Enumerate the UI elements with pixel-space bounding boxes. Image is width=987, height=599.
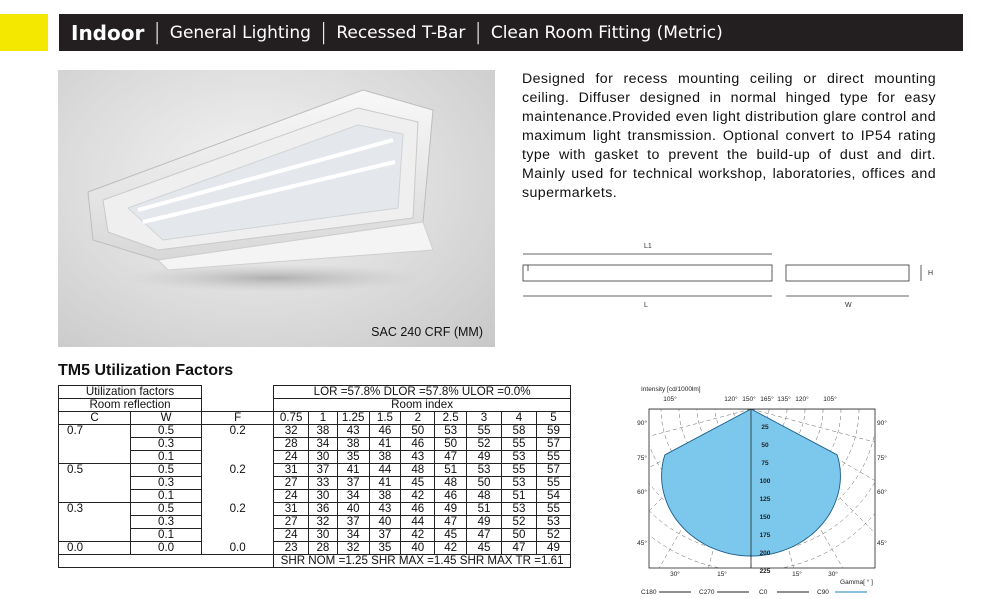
index-head: 2.5: [435, 412, 467, 425]
table-row: [59, 542, 571, 555]
table-cell: 47: [502, 542, 537, 555]
table-cell: 57: [536, 464, 570, 477]
table-cell: 55: [536, 451, 570, 464]
table-cell: 45: [467, 542, 502, 555]
table-cell: 50: [467, 477, 502, 490]
table-cell: [202, 438, 274, 451]
table-cell: 55: [502, 438, 537, 451]
table-cell: 55: [536, 503, 570, 516]
table-cell: 49: [467, 451, 502, 464]
table-cell: 40: [369, 516, 401, 529]
table-head-lor: LOR =57.8% DLOR =57.8% ULOR =0.0%: [274, 386, 571, 399]
table-cell: 0.5: [131, 425, 202, 438]
polar-top-angle: 135°: [777, 396, 791, 403]
polar-legend-label: C180: [641, 589, 657, 596]
table-cell: 0.5: [131, 464, 202, 477]
product-caption: SAC 240 CRF (MM): [371, 325, 483, 339]
table-cell: 47: [467, 529, 502, 542]
product-photo: [58, 70, 495, 347]
table-cell: 24: [274, 451, 309, 464]
table-cell: 51: [435, 464, 467, 477]
table-cell: 37: [309, 464, 338, 477]
table-cell: 0.1: [131, 451, 202, 464]
polar-ring-label: 100: [759, 478, 771, 485]
polar-side-angle: 45°: [637, 540, 647, 547]
table-cell: 35: [337, 451, 369, 464]
table-cell: 28: [274, 438, 309, 451]
table-cell: 38: [309, 425, 338, 438]
table-row: [59, 490, 571, 503]
table-cell: 43: [401, 451, 435, 464]
polar-ring-label: 200: [759, 550, 771, 557]
table-cell: 44: [369, 464, 401, 477]
table-cell: 0.3: [131, 438, 202, 451]
table-cell: 41: [369, 438, 401, 451]
polar-top-angle: 120°: [795, 396, 809, 403]
table-cell: 28: [309, 542, 338, 555]
table-cell: 46: [401, 503, 435, 516]
polar-top-angle: 165°: [760, 396, 774, 403]
table-cell: [59, 490, 131, 503]
table-row: [59, 451, 571, 464]
polar-ring-label: 150: [759, 514, 771, 521]
table-cell: [59, 529, 131, 542]
table-cell: [59, 516, 131, 529]
polar-bottom-angle: 30°: [828, 571, 838, 578]
table-cell: 34: [337, 529, 369, 542]
table-cell: 51: [467, 503, 502, 516]
table-cell: 27: [274, 516, 309, 529]
polar-side-angle: 45°: [877, 540, 887, 547]
table-cell: 48: [401, 464, 435, 477]
table-cell: 48: [435, 477, 467, 490]
table-cell: 53: [502, 503, 537, 516]
table-row: [59, 516, 571, 529]
table-cell: 38: [337, 438, 369, 451]
polar-bottom-angle: 15°: [717, 571, 727, 578]
dim-label-l1: L1: [644, 243, 652, 250]
table-cell: 32: [337, 542, 369, 555]
product-description: Designed for recess mounting ceiling or direct mounting ceiling. Diffuser designed in normal hinged type for easy maintenance.Provided even light distribution glare control and maximum light transmission. Optional convert to IP54 rating type with gasket to prevent the build-up of dust and dirt. Mainly used for technical workshop, laboratories, offices and supermarkets.: [522, 71, 936, 201]
table-cell: [202, 516, 274, 529]
polar-diagram: [627, 383, 887, 598]
table-cell: 32: [274, 425, 309, 438]
polar-ring-label: 25: [761, 424, 769, 431]
table-head-room-index: Room index: [274, 399, 571, 412]
table-cell: 34: [337, 490, 369, 503]
polar-top-angle: 120°: [724, 396, 738, 403]
header-bar: [59, 14, 963, 51]
table-cell: 43: [337, 425, 369, 438]
dim-label-w: W: [845, 302, 852, 309]
table-cell: 48: [467, 490, 502, 503]
table-cell: 24: [274, 529, 309, 542]
table-cell: 27: [274, 477, 309, 490]
table-cell: 53: [502, 451, 537, 464]
table-cell: 53: [502, 477, 537, 490]
luminaire-illustration: [58, 70, 495, 347]
table-cell: 33: [309, 477, 338, 490]
table-cell: 42: [435, 542, 467, 555]
breadcrumb-item[interactable]: Recessed T-Bar: [336, 22, 466, 43]
table-cell: 37: [369, 529, 401, 542]
polar-gamma-label: Gamma[ ° ]: [840, 579, 873, 586]
table-cell: 52: [502, 516, 537, 529]
table-cell: 31: [274, 503, 309, 516]
index-head: 1.25: [337, 412, 369, 425]
table-cell: 45: [435, 529, 467, 542]
polar-bottom-angle: 15°: [792, 571, 802, 578]
dimension-drawing: [520, 238, 940, 313]
index-head: 1.5: [369, 412, 401, 425]
polar-top-angle: 150°: [742, 396, 756, 403]
polar-ring-label: 125: [759, 496, 771, 503]
table-cell: [59, 451, 131, 464]
table-cell: 46: [435, 490, 467, 503]
index-head: 3: [467, 412, 502, 425]
polar-side-angle: 60°: [877, 489, 887, 496]
table-cell: 0.2: [202, 464, 274, 477]
table-cell: 30: [309, 529, 338, 542]
breadcrumb-separator: |: [319, 20, 328, 45]
table-cell: 0.0: [131, 542, 202, 555]
table-cell: 50: [401, 425, 435, 438]
polar-side-angle: 90°: [637, 420, 647, 427]
table-row: [59, 438, 571, 451]
table-row: [59, 425, 571, 438]
table-cell: 0.1: [131, 490, 202, 503]
polar-side-angle: 90°: [877, 420, 887, 427]
table-cell: 50: [435, 438, 467, 451]
table-cell: 59: [536, 425, 570, 438]
table-cell: 34: [309, 438, 338, 451]
table-row: [59, 477, 571, 490]
polar-ring-label: 225: [759, 568, 771, 575]
table-cell: 0.2: [202, 425, 274, 438]
table-cell: 53: [467, 464, 502, 477]
table-cell: 55: [502, 464, 537, 477]
table-cell: 40: [337, 503, 369, 516]
table-cell: 30: [309, 490, 338, 503]
table-cell: 0.1: [131, 529, 202, 542]
table-cell: 38: [369, 451, 401, 464]
table-cell: 43: [369, 503, 401, 516]
table-cell: 0.2: [202, 503, 274, 516]
polar-top-angle: 105°: [823, 396, 837, 403]
polar-side-angle: 60°: [637, 489, 647, 496]
dim-label-h: H: [928, 270, 934, 277]
utilization-table: [58, 385, 571, 568]
table-cell: [59, 438, 131, 451]
polar-unit: Intensity [cd/1000lm]: [641, 386, 701, 393]
dim-label-l: L: [644, 302, 648, 309]
table-cell: 31: [274, 464, 309, 477]
table-cell: 42: [401, 490, 435, 503]
table-cell: 40: [401, 542, 435, 555]
table-row: [59, 503, 571, 516]
table-cell: 52: [467, 438, 502, 451]
table-head-factors: Utilization factors: [59, 386, 202, 399]
table-cell: 47: [435, 451, 467, 464]
table-cell: 0.3: [59, 503, 131, 516]
table-head-reflection: Room reflection: [59, 399, 202, 412]
table-cell: 46: [401, 438, 435, 451]
table-cell: 53: [435, 425, 467, 438]
breadcrumb-separator: |: [474, 20, 482, 45]
table-cell: 42: [401, 529, 435, 542]
polar-legend-label: C0: [759, 589, 768, 596]
table-title: TM5 Utilization Factors: [58, 362, 234, 379]
table-cell: [202, 529, 274, 542]
polar-top-angle: 105°: [663, 396, 677, 403]
polar-ring-label: 175: [759, 532, 771, 539]
table-cell: 41: [369, 477, 401, 490]
table-cell: 38: [369, 490, 401, 503]
table-cell: 57: [536, 438, 570, 451]
index-head: 5: [536, 412, 570, 425]
polar-side-angle: 75°: [637, 455, 647, 462]
table-cell: 0.7: [59, 425, 131, 438]
polar-ring-label: 75: [761, 460, 769, 467]
polar-bottom-angle: 30°: [670, 571, 680, 578]
table-cell: [59, 555, 274, 568]
table-cell: 47: [435, 516, 467, 529]
table-cell: 49: [536, 542, 570, 555]
index-head: 1: [309, 412, 338, 425]
index-head: 0.75: [274, 412, 309, 425]
table-cell: 54: [536, 490, 570, 503]
breadcrumb-category[interactable]: Indoor: [71, 20, 145, 45]
table-cell: 0.3: [131, 477, 202, 490]
col-head: W: [131, 412, 202, 425]
table-cell: 0.3: [131, 516, 202, 529]
breadcrumb-item[interactable]: General Lighting: [169, 22, 311, 43]
table-cell: 53: [536, 516, 570, 529]
table-cell: 0.0: [202, 542, 274, 555]
col-head: C: [59, 412, 131, 425]
table-cell: [202, 451, 274, 464]
table-cell: 46: [369, 425, 401, 438]
table-cell: 50: [502, 529, 537, 542]
table-cell: 49: [435, 503, 467, 516]
table-cell: 37: [337, 477, 369, 490]
table-cell: 0.5: [59, 464, 131, 477]
col-head: F: [202, 412, 274, 425]
table-cell: 45: [401, 477, 435, 490]
table-cell: [59, 477, 131, 490]
breadcrumb-item: Clean Room Fitting (Metric): [490, 22, 723, 43]
index-head: 2: [401, 412, 435, 425]
table-cell: 0.0: [59, 542, 131, 555]
table-cell: 52: [536, 529, 570, 542]
table-cell: 41: [337, 464, 369, 477]
table-cell: 0.5: [131, 503, 202, 516]
polar-side-angle: 75°: [877, 455, 887, 462]
table-shr: SHR NOM =1.25 SHR MAX =1.45 SHR MAX TR =1.61: [274, 555, 571, 568]
table-cell: 49: [467, 516, 502, 529]
table-cell: 44: [401, 516, 435, 529]
polar-legend-label: C90: [817, 589, 829, 596]
breadcrumb-separator: |: [153, 20, 161, 45]
table-cell: [202, 477, 274, 490]
table-cell: 51: [502, 490, 537, 503]
polar-legend-label: C270: [699, 589, 715, 596]
table-cell: 24: [274, 490, 309, 503]
table-cell: 36: [309, 503, 338, 516]
index-head: 4: [502, 412, 537, 425]
table-cell: 30: [309, 451, 338, 464]
table-cell: 55: [536, 477, 570, 490]
table-cell: 37: [337, 516, 369, 529]
table-row: [59, 555, 571, 568]
table-cell: 58: [502, 425, 537, 438]
table-cell: 55: [467, 425, 502, 438]
table-cell: [202, 490, 274, 503]
table-row: [59, 529, 571, 542]
polar-ring-label: 50: [761, 442, 769, 449]
header-accent: [0, 14, 48, 51]
table-row: [59, 464, 571, 477]
table-cell: 23: [274, 542, 309, 555]
table-cell: 35: [369, 542, 401, 555]
table-cell: 32: [309, 516, 338, 529]
